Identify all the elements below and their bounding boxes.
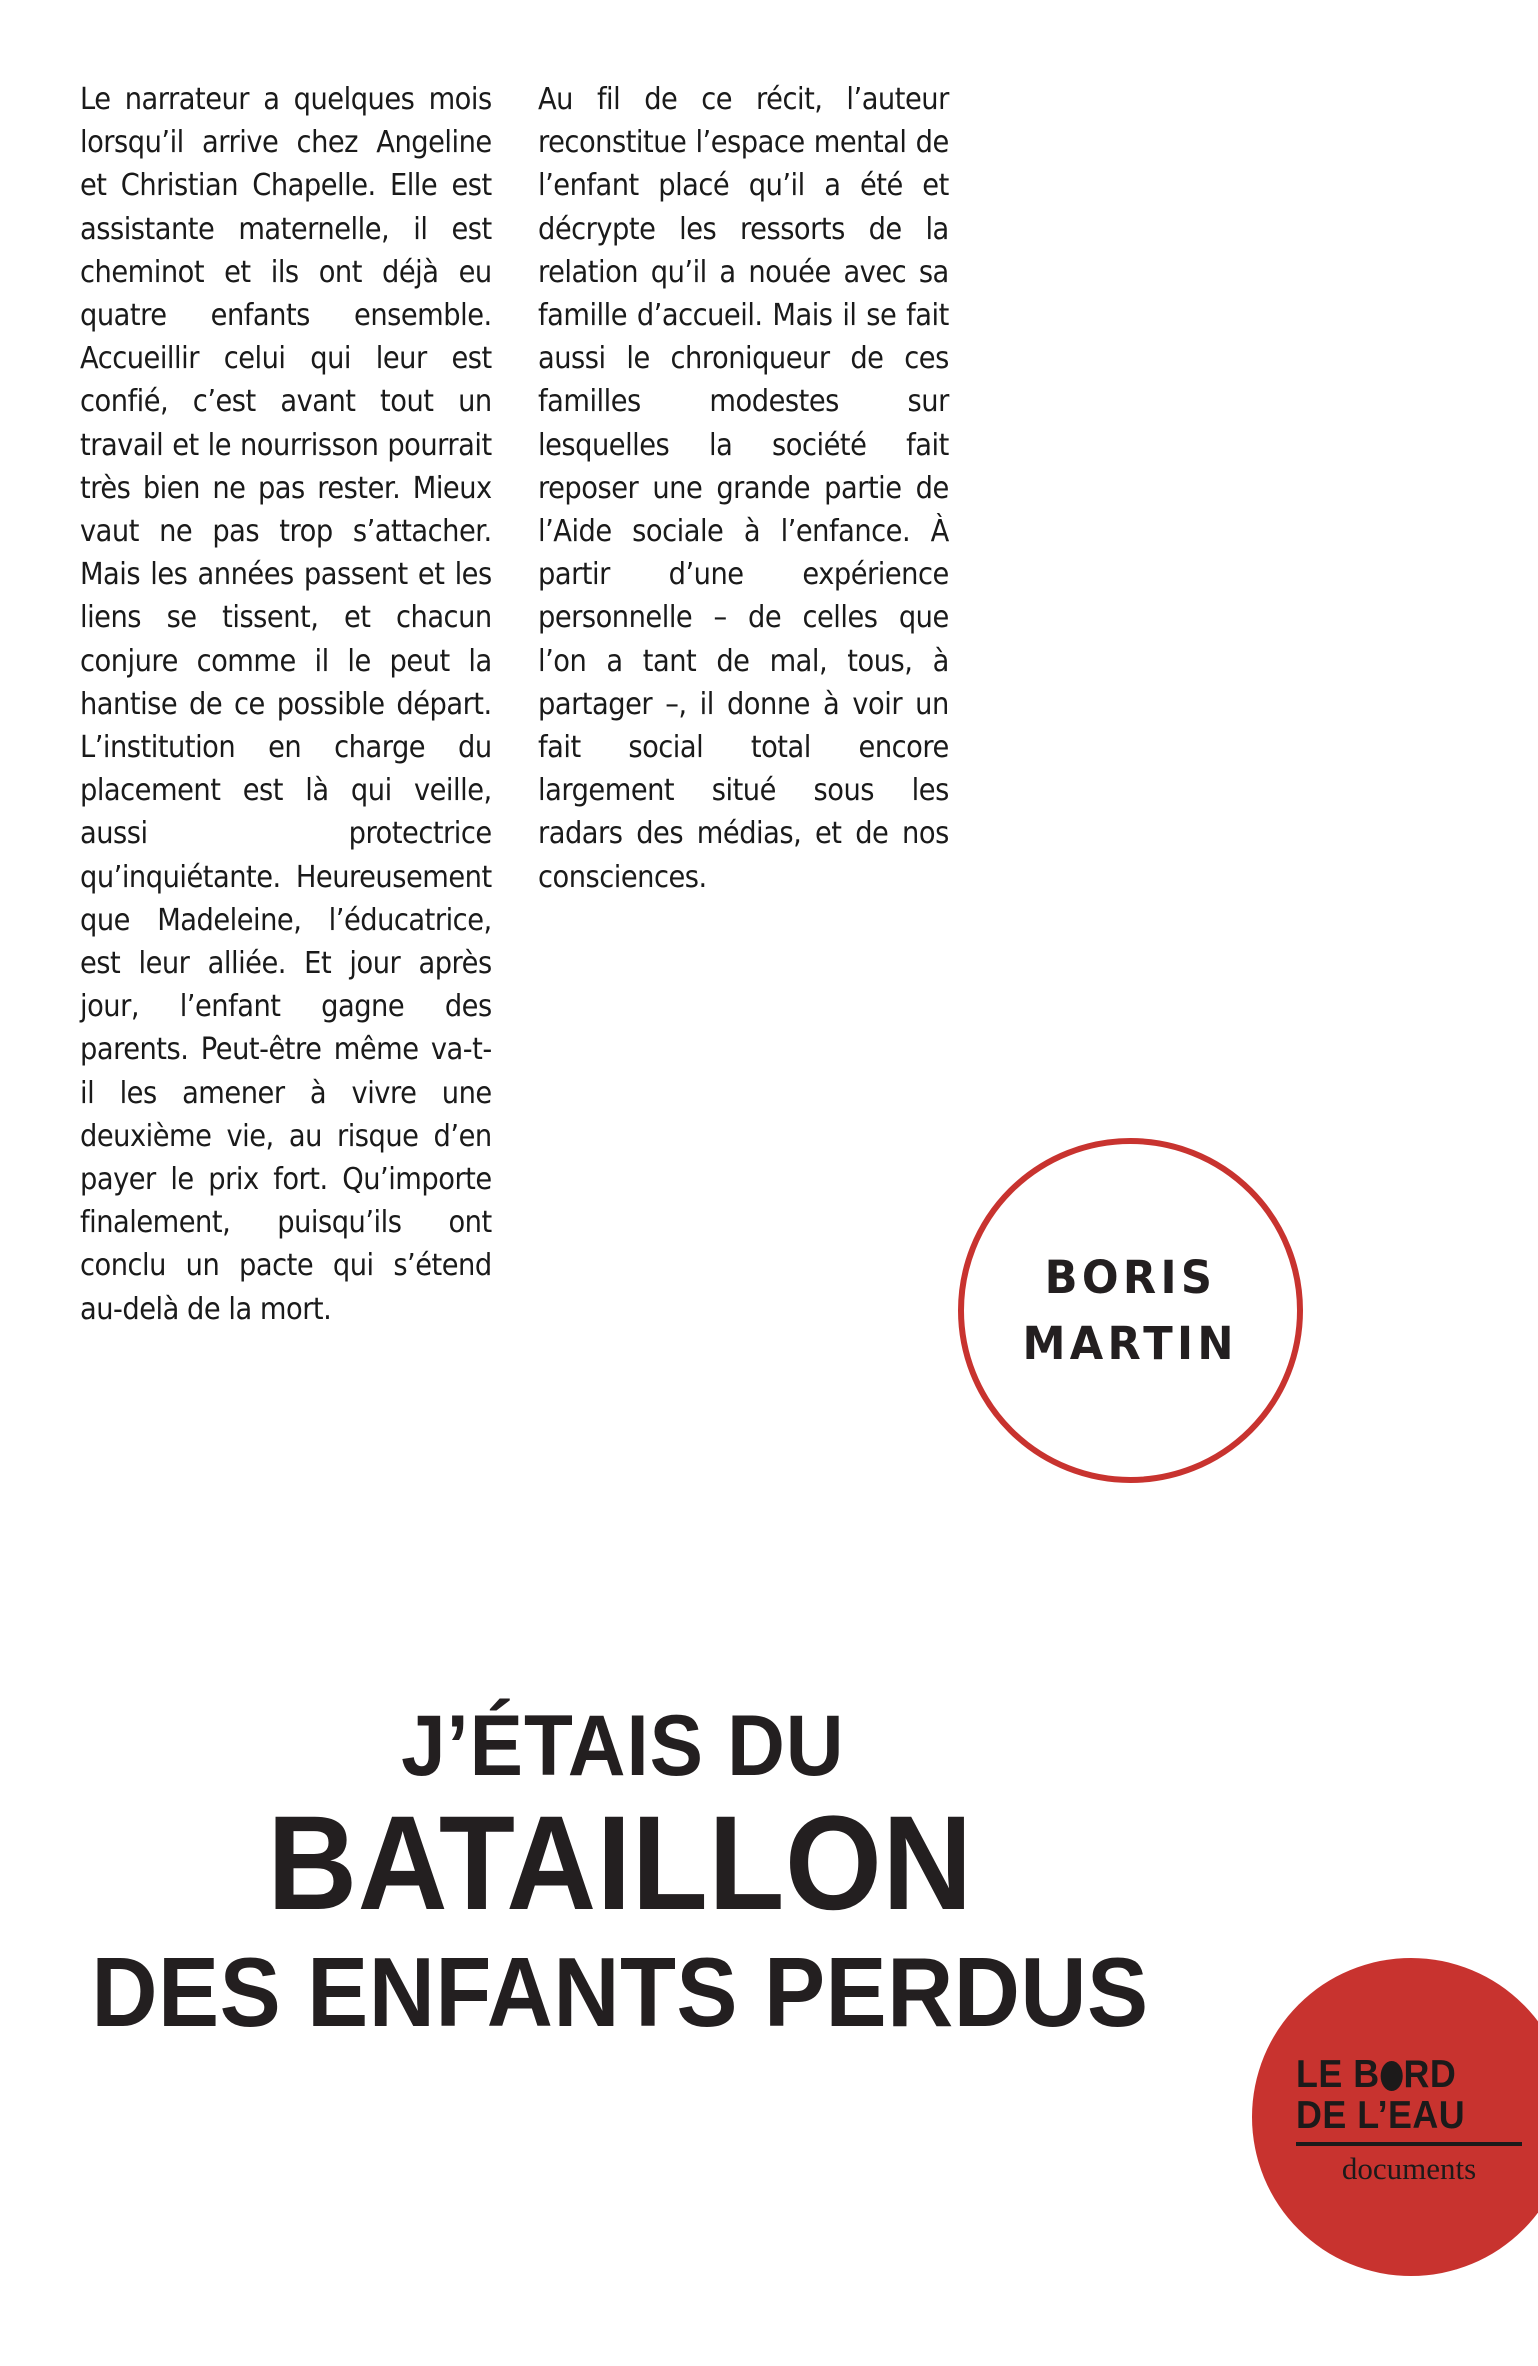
filled-oval-o-icon <box>1380 2061 1402 2091</box>
publisher-name-line-1-prefix: LE B <box>1296 2053 1380 2096</box>
title-line-1: J’ÉTAIS DU <box>401 1698 845 1794</box>
book-title <box>0 1698 1240 2047</box>
blurb-column-right <box>538 78 950 1331</box>
author-name-circle <box>958 1138 1303 1483</box>
publisher-name-line-1 <box>1296 2054 1508 2095</box>
publisher-collection-label: documents <box>1341 2151 1477 2186</box>
blurb-text-columns <box>80 78 950 1331</box>
publisher-logo-inner <box>1296 2054 1526 2188</box>
blurb-paragraph-right: Au fil de ce récit, l’auteur reconstitue l’espace mental de l’enfant placé qu’il a été et décrypte les ressorts de la relation qu’il a nouée avec sa famille d’accueil. Mais il se fait aussi le chroniqueur de ces familles modestes sur lesquelles la société fait reposer une grande partie de l’Aide sociale à l’enfance. À partir d’une expérience personnelle – de celles que l’on a tant de mal, tous, à partager –, il donne à voir un fait social total encore largement situé sous les radars des médias, et de nos consciences. <box>538 82 949 895</box>
blurb-paragraph-left: Le narrateur a quelques mois lorsqu’il arrive chez Angeline et Christian Chapelle. Elle est assistante maternelle, il est cheminot et ils ont déjà eu quatre enfants ensemble. Accueillir celui qui leur est confié, c’est avant tout un travail et le nourrisson pourrait très bien ne pas rester. Mieux vaut ne pas trop s’attacher. Mais les années passent et les liens se tissent, et chacun conjure comme il le peut la hantise de ce possible départ. L’institution en charge du placement est là qui veille, aussi protectrice qu’inquiétante. Heureusement que Madeleine, l’éducatrice, est leur alliée. Et jour après jour, l’enfant gagne des parents. Peut-être même va-t-il les amener à vivre une deuxième vie, au risque d’en payer le prix fort. Qu’importe finalement, puisqu’ils ont conclu un pacte qui s’étend au-delà de la mort. <box>80 82 492 1327</box>
title-line-3: DES ENFANTS PERDUS <box>91 1937 1149 2047</box>
author-last-name: MARTIN <box>1022 1316 1239 1370</box>
title-line-2: BATAILLON <box>267 1789 973 1938</box>
publisher-name-line-2: DE L’EAU <box>1296 2094 1466 2137</box>
publisher-logo <box>1252 1958 1538 2276</box>
author-first-name: BORIS <box>1044 1250 1217 1304</box>
blurb-column-left <box>80 78 492 1331</box>
publisher-name-line-1-suffix: RD <box>1403 2053 1457 2096</box>
publisher-divider <box>1296 2142 1522 2146</box>
